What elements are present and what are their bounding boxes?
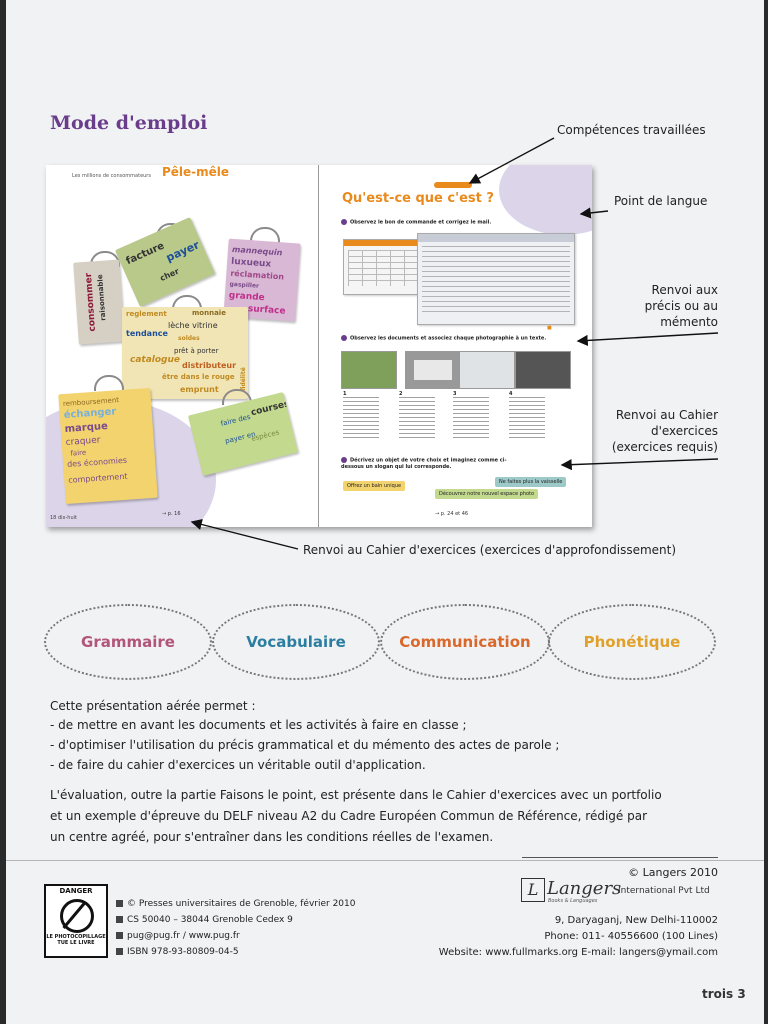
domain-label: Phonétique [583,633,681,651]
callout-line: mémento [660,315,718,329]
bag-word: raisonnable [96,274,108,322]
bag-word: prêt à porter [174,347,219,355]
page [6,0,764,1024]
badge-top-text: DANGER [59,887,93,895]
bag-word: soldes [178,335,200,342]
bag-word: distributeur [182,361,237,370]
instruction-text: Décrivez un objet de votre choix et imaginez comme ci-dessous un slogan qui lui corresponde. [341,457,507,470]
evaluation-line: L'évaluation, outre la partie Faisons le point, est présente dans le Cahier d'exercices avec un portfolio [50,788,662,802]
left-page-number: 18 dix-huit [50,515,77,521]
bag-word: échanger [63,406,117,421]
callout-renvoi-cahier-approf: Renvoi au Cahier d'exercices (exercices d'approfondissement) [303,543,677,557]
instruction-text: Observez les documents et associez chaque photographie à un texte. [350,335,547,342]
page-title: Mode d'emploi [50,112,208,134]
publisher-line [116,899,355,909]
publisher-text: pug@pug.fr / www.pug.fr [127,931,240,941]
bag-word: cher [158,266,181,283]
bag-word: surface [247,304,286,317]
bag-word: payer [164,238,202,265]
publisher-text: © Presses universitaires de Grenoble, février 2010 [127,899,356,909]
bag-word: remboursement [62,396,120,409]
domain-grammaire [44,604,212,680]
bag-word: gaspiller [229,280,260,290]
bag-word: comportement [67,471,128,485]
evaluation-line: et un exemple d'épreuve du DELF niveau A2 du Cadre Européen Commun de Référence, rédigé par [50,809,648,823]
bag-word: réclamation [230,268,285,282]
intro-text: Cette présentation aérée permet : [50,699,256,713]
left-page-header: Les millions de consommateurs [72,173,151,179]
bag-word: courses [250,399,291,419]
bag-word: emprunt [180,385,219,394]
footer-divider [6,860,764,861]
callout-point-langue: Point de langue [614,194,708,208]
bag-word: des économies [66,455,128,469]
domain-label: Grammaire [81,633,175,651]
item-number: 2 [399,391,403,397]
slogan-pill: Ne faites plus la vaisselle [495,477,566,487]
publisher-text: CS 50040 – 38044 Grenoble Cedex 9 [127,915,293,925]
item-number: 1 [343,391,347,397]
bag-word: craquer [65,435,101,448]
bag-word: marque [64,420,109,435]
domain-vocabulaire [212,604,380,680]
slogan-pill: Offrez un bain unique [343,481,405,491]
page-number: trois 3 [702,987,746,1001]
bag-word: consommer [83,272,99,332]
langers-logo-tagline: Books & Languages [548,898,598,904]
evaluation-line: un centre agréé, pour s'entraîner dans les conditions réelles de l'examen. [50,830,494,844]
callout-line: précis ou au [644,299,718,313]
badge-bottom-text: LE PHOTOCOPILLAGE TUE LE LIVRE [46,934,106,946]
bullet-item: - de mettre en avant les documents et les activités à faire en classe ; [50,718,467,732]
domain-label: Communication [399,633,531,651]
bag-word: payer en [224,430,257,446]
bag-word: monnaie [192,309,226,317]
callout-line: Renvoi aux [651,283,718,297]
bag-word: faire des [219,412,252,428]
domain-phonetique [548,604,716,680]
langers-intl: International Pvt Ltd [618,886,710,896]
domain-label: Vocabulaire [246,633,346,651]
callout-line: d'exercices [650,424,718,438]
bag-word: faire [70,448,87,458]
bullet-item: - de faire du cahier d'exercices un véritable outil d'application. [50,758,426,772]
callout-line: Renvoi au Cahier [615,408,718,422]
slogan-pill: Découvrez notre nouvel espace photo [435,489,538,499]
instruction-text: Observez le bon de commande et corrigez le mail. [350,219,492,226]
point-langue-tag: ■ [547,325,552,331]
bullet-item: - d'optimiser l'utilisation du précis grammatical et du mémento des actes de parole ; [50,738,560,752]
web-line: Website: www.fullmarks.org E-mail: langers@ymail.com [438,947,718,958]
langers-logo-icon: L [521,878,545,902]
photocopy-warning-badge [44,884,108,958]
bag-word: fidélité [240,367,247,391]
square-bullet-icon [116,932,123,939]
bag-word: mannequin [231,244,283,258]
bag-word: tendance [126,329,168,338]
left-page-ref: → p. 16 [162,511,181,517]
item-number: 4 [509,391,513,397]
right-page-ref: → p. 24 et 46 [435,511,469,517]
item-number: 3 [453,391,457,397]
phone-line: Phone: 011- 40556600 (100 Lines) [544,931,718,942]
bag-word: luxueux [230,256,272,270]
langers-logo-name: Langers [547,878,622,899]
right-page-title: Qu'est-ce que c'est ? [342,191,494,206]
bag-word: facture [124,240,167,268]
callout-line: (exercices requis) [611,440,718,454]
bag-word: reglement [126,310,167,318]
square-bullet-icon [116,900,123,907]
bag-word: espèces [250,428,281,443]
bag-word: catalogue [130,355,181,365]
publisher-line [116,915,293,925]
address-line: 9, Daryaganj, New Delhi-110002 [554,915,718,926]
square-bullet-icon [116,916,123,923]
publisher-text: ISBN 978-93-80809-04-5 [127,947,239,957]
domain-communication [380,604,550,680]
square-bullet-icon [116,948,123,955]
publisher-line [116,931,240,941]
bag-word: être dans le rouge [162,373,235,381]
callout-competences: Compétences travaillées [557,123,706,137]
left-page-title: Pêle-mêle [162,165,230,179]
copyright-rule [522,857,718,858]
copyright-langers: © Langers 2010 [628,866,718,879]
publisher-line [116,947,239,957]
bag-word: grande [228,290,266,304]
bag-word: lèche vitrine [168,321,218,330]
